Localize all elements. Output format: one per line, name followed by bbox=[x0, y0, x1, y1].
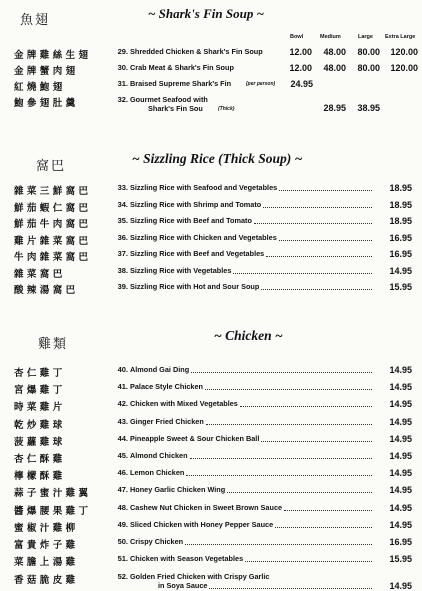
item-price: 14.95 bbox=[389, 433, 412, 444]
dotted-leader bbox=[279, 233, 372, 241]
item-price: 15.95 bbox=[389, 282, 412, 292]
item-name: Honey Garlic Chicken Wing bbox=[130, 485, 226, 495]
menu-item-row bbox=[0, 399, 422, 412]
dotted-leader bbox=[209, 581, 372, 589]
dotted-leader bbox=[240, 399, 372, 407]
item-number: 35. bbox=[117, 216, 128, 225]
menu-item-row bbox=[0, 233, 422, 246]
item-name: Golden Fried Chicken with Crispy Garlic bbox=[130, 572, 270, 581]
item-name: Crispy Chicken bbox=[130, 537, 184, 546]
item-number: 50. bbox=[117, 537, 128, 546]
item-number: 41. bbox=[117, 382, 128, 392]
item-name: Ginger Fried Chicken bbox=[130, 416, 204, 426]
item-chinese-name: 牛肉雜菜窩巴 bbox=[14, 252, 92, 263]
item-name: Sizzling Rice with Vegetables bbox=[130, 265, 232, 275]
col-large: Large bbox=[358, 34, 373, 40]
item-number: 36. bbox=[117, 232, 128, 242]
item-number: 37. bbox=[117, 249, 128, 258]
item-price: 14.95 bbox=[389, 581, 412, 591]
dotted-leader bbox=[263, 200, 372, 208]
item-price: 12.00 bbox=[289, 47, 312, 57]
menu-item-row bbox=[0, 47, 422, 60]
item-number: 39. bbox=[117, 282, 128, 291]
item-price: 14.95 bbox=[389, 265, 412, 276]
dotted-leader bbox=[186, 468, 372, 476]
item-price: 15.95 bbox=[389, 554, 412, 565]
item-price: 48.00 bbox=[323, 63, 346, 73]
dotted-leader bbox=[191, 365, 372, 373]
item-price: 18.95 bbox=[389, 216, 412, 226]
dotted-leader bbox=[261, 434, 372, 442]
item-name: Shredded Chicken & Shark's Fin Soup bbox=[130, 47, 263, 56]
item-price: 28.95 bbox=[323, 103, 346, 113]
item-name: Palace Style Chicken bbox=[130, 382, 204, 392]
item-price: 14.95 bbox=[389, 485, 412, 496]
item-number: 29. bbox=[117, 47, 128, 56]
dotted-leader bbox=[190, 451, 372, 459]
item-price: 80.00 bbox=[357, 63, 380, 73]
menu-item-row bbox=[0, 554, 422, 567]
item-note: (Thick) bbox=[218, 106, 235, 112]
item-number: 47. bbox=[117, 485, 128, 495]
menu-item-row bbox=[0, 183, 422, 196]
item-price: 48.00 bbox=[323, 47, 346, 57]
item-name: Pineapple Sweet & Sour Chicken Ball bbox=[130, 433, 260, 443]
item-price: 14.95 bbox=[389, 399, 412, 410]
menu-item-row bbox=[0, 434, 422, 447]
item-chinese-name: 雜菜三鮮窩巴 bbox=[14, 186, 92, 197]
item-number: 42. bbox=[117, 399, 128, 409]
menu-item-row bbox=[0, 451, 422, 464]
dotted-leader bbox=[284, 503, 372, 511]
col-extra-large: Extra Large bbox=[385, 34, 416, 40]
item-chinese-name: 檸檬酥雞 bbox=[14, 471, 66, 483]
menu-item-row bbox=[0, 485, 422, 498]
item-chinese-name: 鮮茄牛肉窩巴 bbox=[14, 219, 92, 230]
item-name: Chicken with Season Vegetables bbox=[130, 554, 244, 564]
menu-item-row bbox=[0, 266, 422, 279]
item-name: Sizzling Rice with Beef and Vegetables bbox=[130, 249, 265, 258]
item-chinese-name: 杏仁雞丁 bbox=[14, 368, 66, 379]
item-price: 120.00 bbox=[390, 63, 418, 73]
menu-item-row bbox=[0, 282, 422, 295]
menu-item-row bbox=[0, 63, 422, 76]
item-price: 16.95 bbox=[389, 232, 412, 243]
item-number: 38. bbox=[117, 265, 128, 275]
menu-item-row bbox=[0, 503, 422, 516]
item-name: Braised Supreme Shark's Fin bbox=[130, 79, 232, 88]
item-number: 32. bbox=[117, 95, 128, 104]
item-number: 44. bbox=[117, 433, 128, 443]
menu-item-row bbox=[0, 382, 422, 395]
item-price: 14.95 bbox=[389, 382, 412, 393]
menu-item-row bbox=[0, 249, 422, 262]
dotted-leader bbox=[206, 417, 372, 425]
item-number: 31. bbox=[117, 79, 128, 88]
menu-item-row bbox=[0, 417, 422, 430]
item-price: 14.95 bbox=[389, 502, 412, 513]
item-chinese-name: 富貴炸子雞 bbox=[14, 540, 79, 551]
item-number: 52. bbox=[117, 572, 128, 581]
menu-item-row bbox=[0, 572, 422, 591]
item-chinese-name: 雞片雜菜窩巴 bbox=[14, 235, 92, 247]
item-number: 30. bbox=[117, 63, 128, 72]
menu-item-row bbox=[0, 468, 422, 481]
item-chinese-name: 杏仁酥雞 bbox=[14, 454, 66, 465]
menu-item-row bbox=[0, 200, 422, 213]
item-chinese-name: 鮮茄蝦仁窩巴 bbox=[14, 202, 92, 214]
item-chinese-name: 蜜椒汁雞柳 bbox=[14, 522, 79, 534]
item-name-line2: in Soya Sauce bbox=[158, 581, 208, 590]
item-price: 24.95 bbox=[290, 79, 313, 89]
item-name: Sizzling Rice with Shrimp and Tomato bbox=[130, 199, 262, 209]
dotted-leader bbox=[205, 382, 372, 390]
menu-item-row bbox=[0, 216, 422, 229]
menu-item-row bbox=[0, 537, 422, 550]
dotted-leader bbox=[185, 537, 372, 545]
item-name: Almond Chicken bbox=[130, 451, 188, 460]
item-name: Sliced Chicken with Honey Pepper Sauce bbox=[130, 519, 274, 529]
item-price: 80.00 bbox=[357, 47, 380, 57]
item-price: 18.95 bbox=[389, 183, 412, 193]
section-cn-heading: 窩巴 bbox=[36, 159, 67, 174]
item-number: 33. bbox=[117, 183, 128, 192]
item-name: Crab Meat & Shark's Fin Soup bbox=[130, 63, 234, 72]
dotted-leader bbox=[233, 266, 372, 274]
item-price: 12.00 bbox=[289, 63, 312, 73]
item-chinese-name: 宮爆雞丁 bbox=[14, 385, 66, 397]
item-price: 16.95 bbox=[389, 537, 412, 547]
item-number: 48. bbox=[117, 502, 128, 512]
item-name: Lemon Chicken bbox=[130, 468, 185, 478]
item-name: Sizzling Rice with Chicken and Vegetables bbox=[130, 232, 277, 242]
item-price: 120.00 bbox=[390, 47, 418, 57]
item-chinese-name: 乾炒雞球 bbox=[14, 419, 66, 431]
dotted-leader bbox=[261, 282, 372, 290]
section-title: ~ Sizzling Rice (Thick Soup) ~ bbox=[132, 151, 303, 166]
item-chinese-name: 香菇脆皮雞 bbox=[14, 575, 79, 586]
col-medium: Medium bbox=[320, 34, 341, 40]
dotted-leader bbox=[245, 554, 372, 562]
item-chinese-name: 金牌蟹肉翅 bbox=[14, 66, 79, 77]
item-chinese-name: 時菜雞片 bbox=[14, 402, 66, 414]
section-title: ~ Shark's Fin Soup ~ bbox=[148, 6, 264, 21]
item-price: 14.95 bbox=[389, 451, 412, 461]
dotted-leader bbox=[279, 183, 372, 191]
item-chinese-name: 紅燒鮑翅 bbox=[14, 82, 66, 93]
menu-item-row bbox=[0, 520, 422, 533]
item-name: Sizzling Rice with Beef and Tomato bbox=[130, 216, 252, 225]
dotted-leader bbox=[275, 520, 372, 528]
item-chinese-name: 醬爆腰果雞丁 bbox=[14, 505, 92, 517]
item-name: Cashew Nut Chicken in Sweet Brown Sauce bbox=[130, 502, 283, 512]
item-chinese-name: 酸辣湯窩巴 bbox=[14, 285, 79, 296]
item-chinese-name: 金牌雞絲生翅 bbox=[14, 50, 92, 61]
item-number: 45. bbox=[117, 451, 128, 460]
item-note: (per person) bbox=[246, 81, 276, 87]
item-chinese-name: 雜菜窩巴 bbox=[14, 268, 66, 280]
item-price: 14.95 bbox=[389, 468, 412, 479]
item-number: 34. bbox=[117, 199, 128, 209]
dotted-leader bbox=[227, 485, 372, 493]
item-name-line2: Shark's Fin Sou bbox=[148, 104, 203, 113]
section-cn-heading: 雞類 bbox=[38, 337, 69, 352]
item-price: 14.95 bbox=[389, 416, 412, 427]
item-chinese-name: 菜膽上湯雞 bbox=[14, 557, 79, 569]
item-number: 51. bbox=[117, 554, 128, 564]
item-number: 49. bbox=[117, 519, 128, 529]
item-name: Gourmet Seafood with bbox=[130, 95, 208, 104]
dotted-leader bbox=[266, 249, 372, 257]
item-price: 16.95 bbox=[389, 249, 412, 259]
item-price: 38.95 bbox=[357, 103, 380, 113]
item-chinese-name: 菠蘿雞球 bbox=[14, 436, 66, 448]
section-cn-heading: 魚翅 bbox=[20, 13, 51, 28]
col-bowl: Bowl bbox=[290, 34, 304, 40]
section-title: ~ Chicken ~ bbox=[214, 328, 283, 343]
item-number: 46. bbox=[117, 468, 128, 478]
item-number: 40. bbox=[117, 365, 128, 374]
item-name: Almond Gai Ding bbox=[130, 365, 190, 374]
item-price: 14.95 bbox=[389, 365, 412, 375]
menu-item-row bbox=[0, 95, 422, 113]
item-price: 18.95 bbox=[389, 199, 412, 210]
item-name: Sizzling Rice with Hot and Sour Soup bbox=[130, 282, 260, 291]
dotted-leader bbox=[254, 216, 372, 224]
item-number: 43. bbox=[117, 416, 128, 426]
item-chinese-name: 鮑參翅肚羹 bbox=[14, 98, 79, 109]
menu-item-row bbox=[0, 365, 422, 378]
item-chinese-name: 蒜子蜜汁雞翼 bbox=[14, 488, 92, 500]
item-name: Sizzling Rice with Seafood and Vegetables bbox=[130, 183, 278, 192]
item-price: 14.95 bbox=[389, 519, 412, 530]
item-name: Chicken with Mixed Vegetables bbox=[130, 399, 238, 409]
menu-item-row bbox=[0, 79, 422, 92]
